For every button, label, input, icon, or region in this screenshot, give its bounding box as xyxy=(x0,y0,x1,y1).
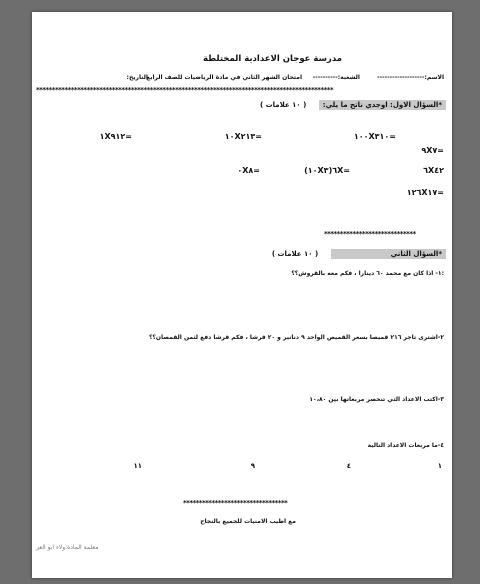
q2-item-4: ٤-ما مربعات الاعداد التالية xyxy=(367,442,444,449)
footer-wish: مع اطيب الامنيات للجميع بالنجاح xyxy=(200,518,296,525)
q2-number-2: ٤ xyxy=(346,462,351,470)
q2-title xyxy=(272,250,446,258)
q2-title-text: *السؤال الثاني xyxy=(331,249,446,259)
date-label: التاريخ: xyxy=(126,74,148,81)
q1-title xyxy=(260,101,446,109)
q1-expr-3: =١X٩١٢ xyxy=(99,132,132,141)
q1-expr-7: ٦X٤٢ xyxy=(423,166,444,175)
q2-item-3: ٣-اكتب الاعداد التي تنحصر مربعاتها بين ١٠،٨٠ xyxy=(309,396,444,403)
q1-expr-8: =١٢٦X١٧ xyxy=(406,188,444,197)
q1-marks: ( ١٠ علامات ) xyxy=(259,101,307,109)
q1-separator: ***************************** xyxy=(324,230,416,238)
q2-number-3: ٩ xyxy=(250,462,255,470)
header-separator: ********************************************************************************************** xyxy=(36,86,334,94)
exam-title: امتحان الشهر الثاني في مادة الرياضيات للصف الرابع xyxy=(146,74,302,81)
q1-expr-2: =١٠X٢١٣ xyxy=(224,132,262,141)
footer-stars: ********************************* xyxy=(183,499,288,507)
q1-title-text: *السؤال الاول: اوجدي ناتج ما يلي: xyxy=(319,100,446,110)
q2-item-1: :١- اذا كان مع محمد ٦٠ دينارا ، فكم معه بالقروش؟؟ xyxy=(291,270,444,277)
name-label: الاسم:------------------- xyxy=(377,74,444,81)
q1-expr-4: =٩X٧ xyxy=(421,146,444,155)
section-label: الشعبة:---------- xyxy=(312,74,360,81)
q1-expr-1: =١٠٠X٣١٠ xyxy=(353,132,396,141)
exam-page xyxy=(32,12,452,578)
q2-number-4: ١١ xyxy=(133,462,142,470)
q1-expr-6: =٠X٨ xyxy=(237,166,260,175)
q2-item-2: ٢-اشترى تاجر ٢١٦ قميصا بسعر القميص الواحد ٩ دنانير و ٢٠ قرشا ، فكم قرشا دفع لثمن القمصان؟؟ xyxy=(148,334,444,341)
teacher-signature: معلمة المادة:ولاء ابو العز xyxy=(36,544,99,551)
school-name: مدرسة عوجان الاعدادية المختلطة xyxy=(202,54,342,64)
q1-expr-5: =٦X(١٠X٣) xyxy=(304,166,350,175)
q2-marks: ( ١٠ علامات ) xyxy=(271,250,319,258)
q2-number-1: ١ xyxy=(437,462,442,470)
